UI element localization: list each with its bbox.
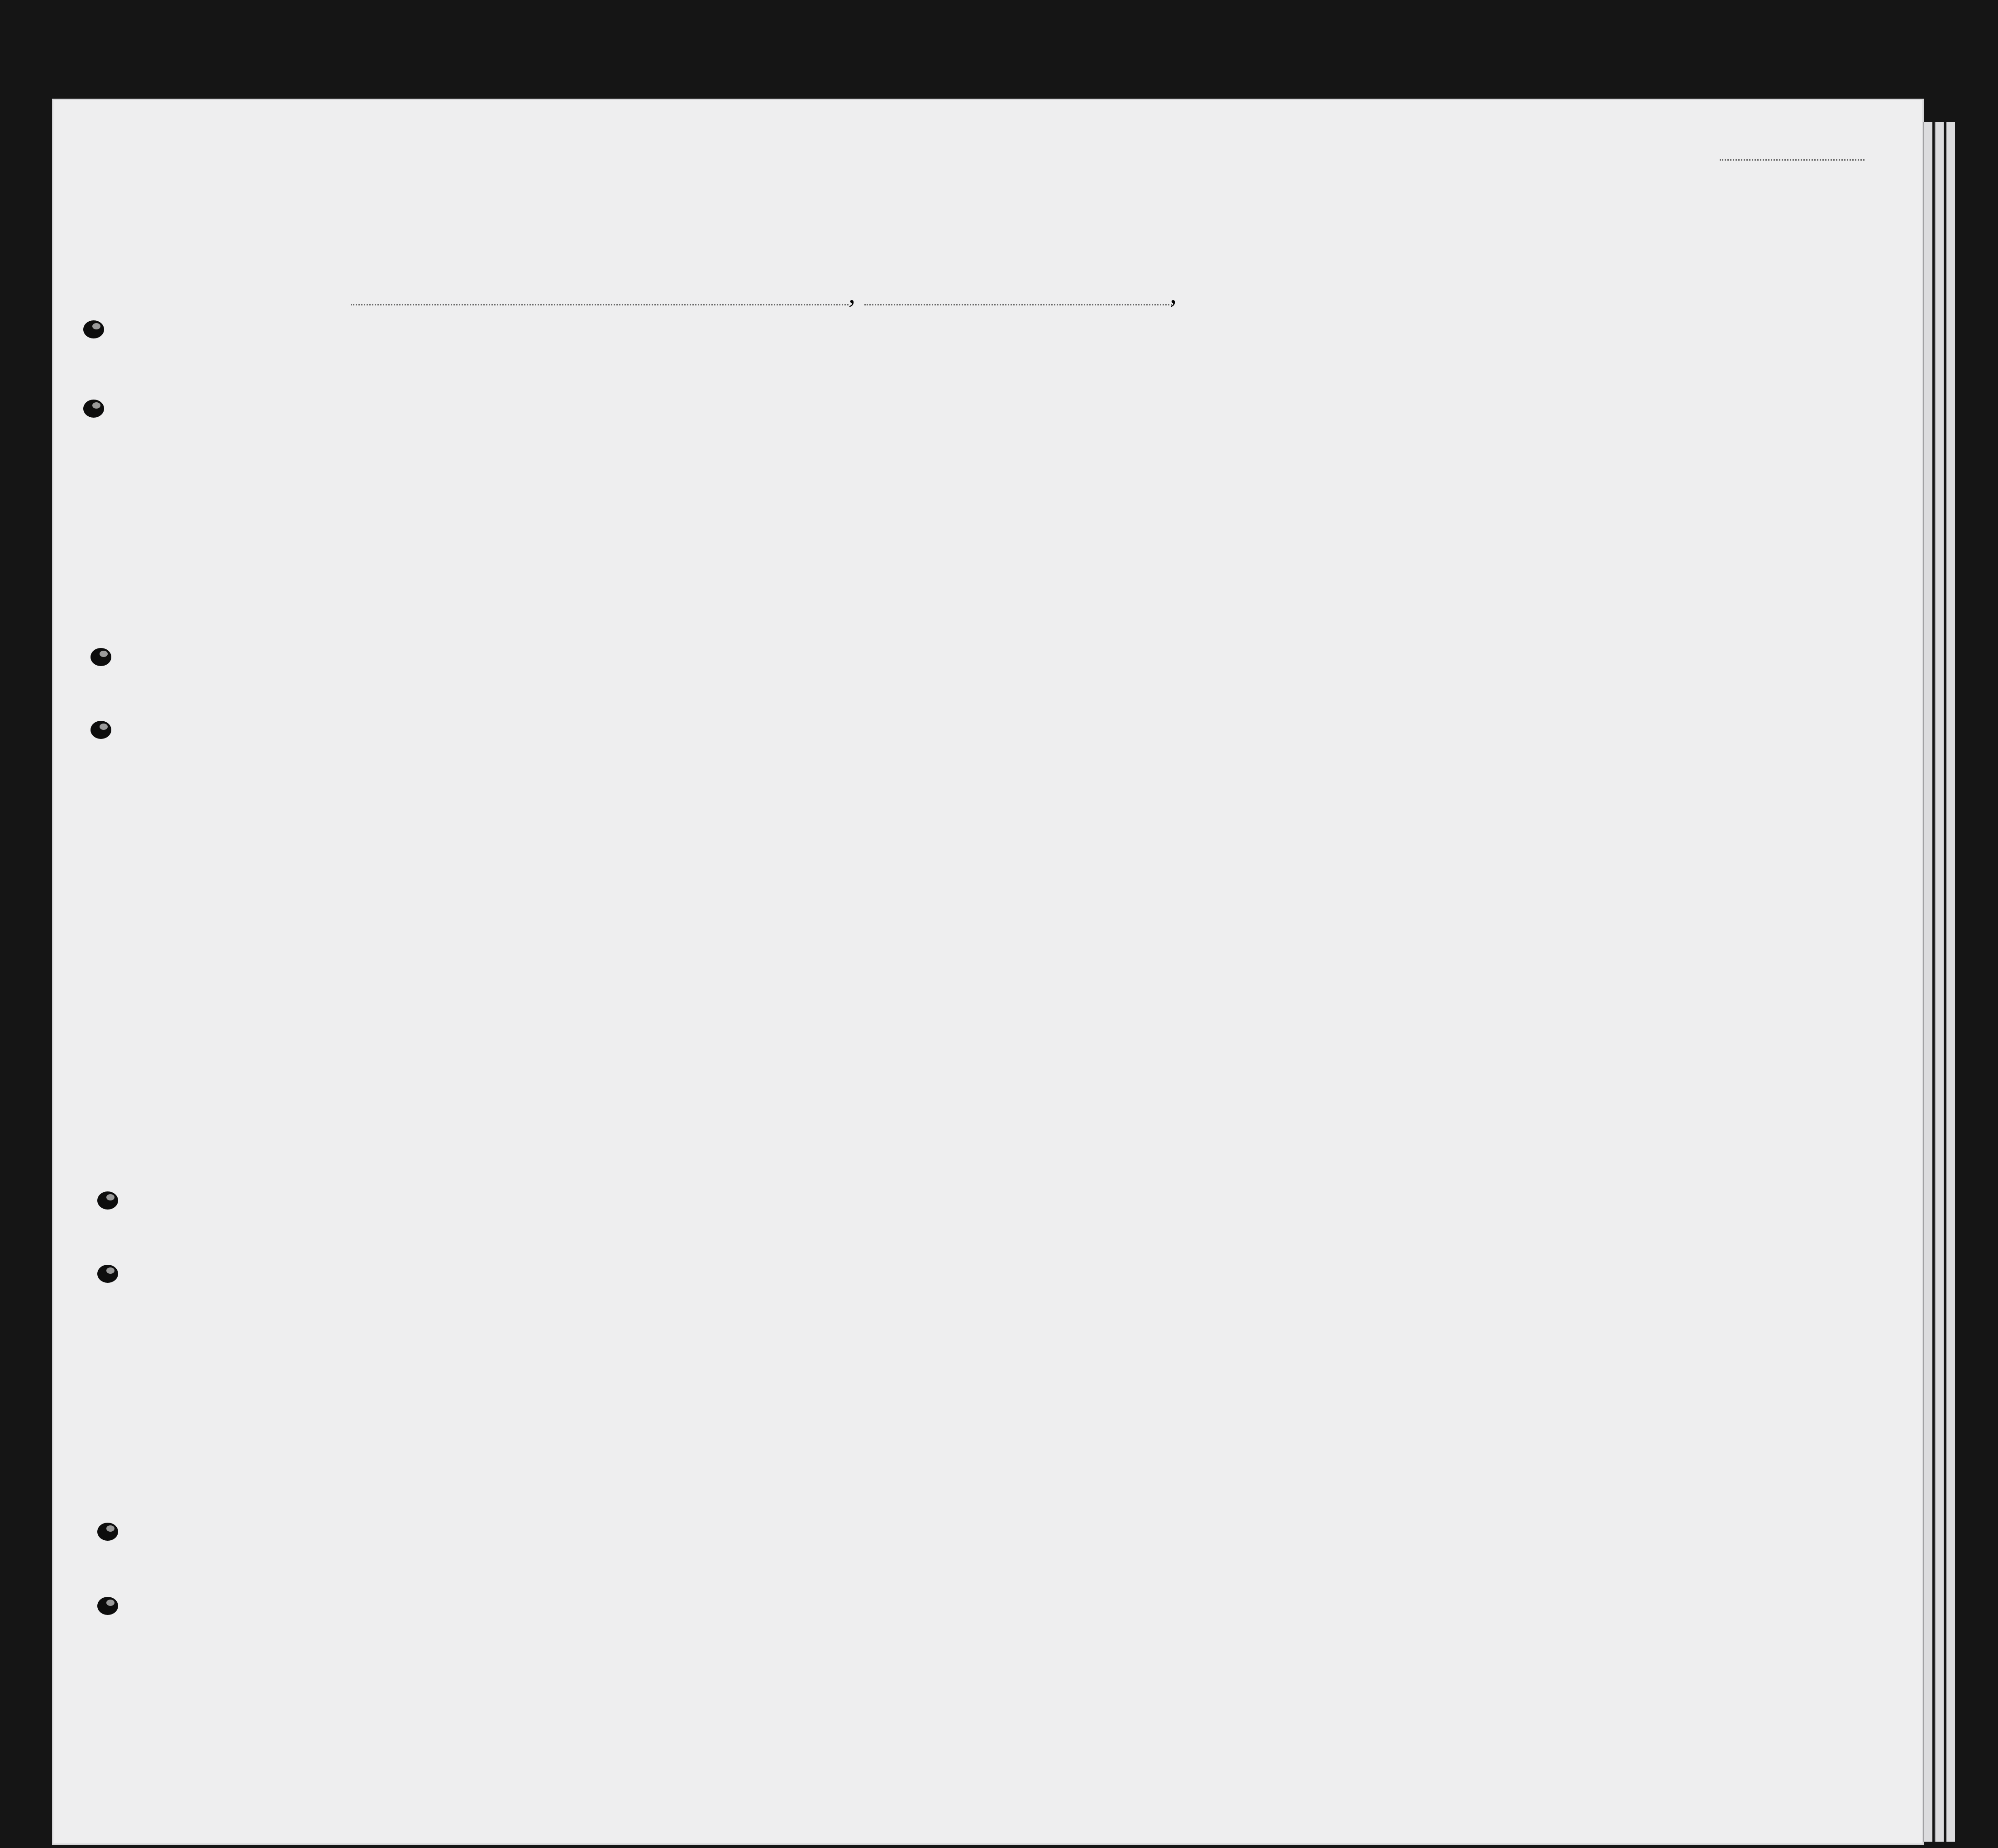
list-dotline	[1720, 159, 1864, 161]
col24-return-header	[1114, 380, 1157, 489]
binder-hole	[97, 1265, 118, 1283]
col21-header	[710, 367, 734, 490]
binder-hole	[83, 320, 104, 338]
col30-header	[1430, 367, 1476, 489]
date-dotline	[864, 304, 1172, 305]
col29-header	[1394, 362, 1429, 489]
col24-length-header	[1159, 380, 1231, 489]
binder-hole	[91, 721, 111, 739]
binder-hole	[97, 1597, 118, 1615]
col28-header	[1339, 362, 1393, 489]
comma: ,	[849, 279, 855, 309]
binder-hole	[83, 400, 104, 418]
binder-hole	[97, 1191, 118, 1210]
col19-header	[587, 367, 621, 490]
col27-header	[1318, 367, 1337, 489]
port-dotline	[351, 304, 849, 305]
col25-header	[1259, 362, 1298, 489]
col33-feet-header	[1591, 430, 1613, 484]
col26-header	[1298, 367, 1317, 489]
comma: ,	[1170, 279, 1177, 309]
binder-hole	[97, 1523, 118, 1541]
col33-inches-header	[1614, 430, 1638, 484]
binder-hole	[91, 648, 111, 666]
